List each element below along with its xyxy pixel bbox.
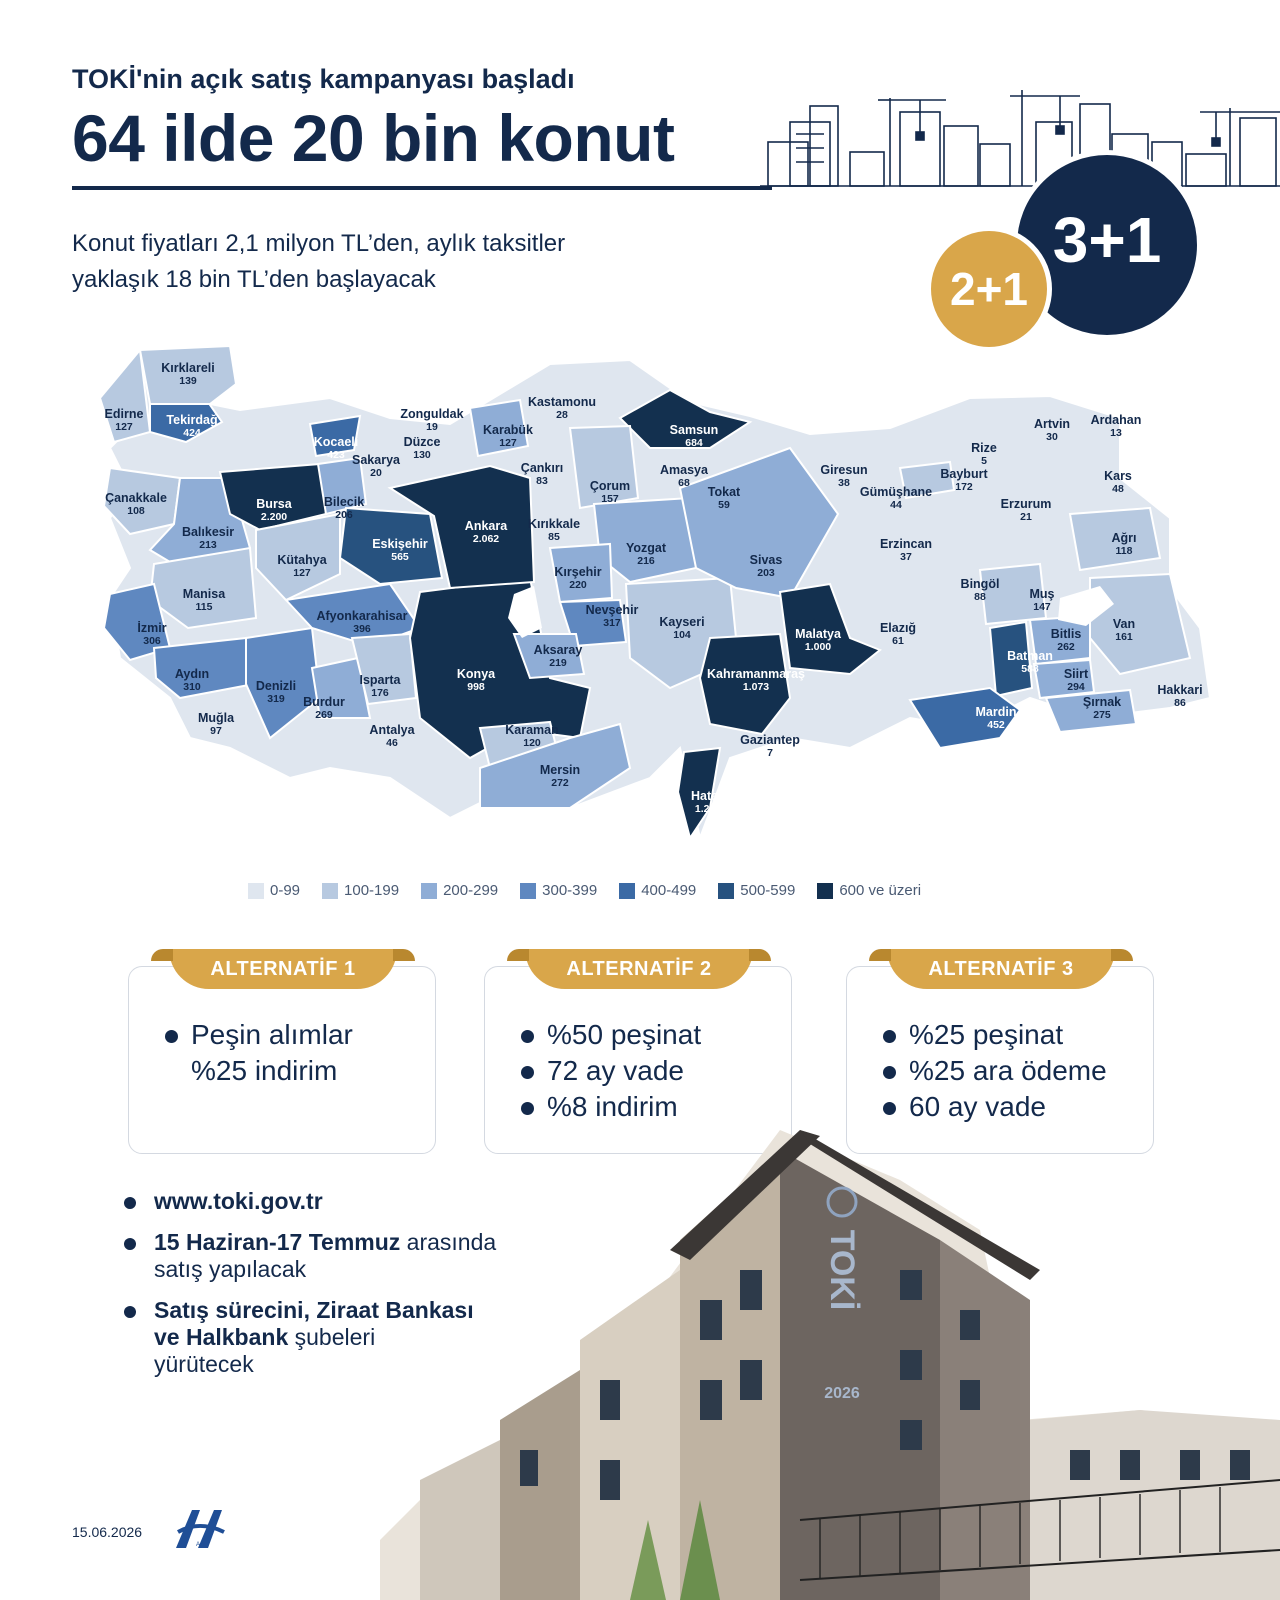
list-item: %25 indirim xyxy=(191,1055,338,1086)
province-value: 120 xyxy=(523,737,541,749)
legend-item xyxy=(421,882,498,899)
province-value: 216 xyxy=(637,555,655,567)
province-name: Van xyxy=(1112,617,1136,631)
list-item: 72 ay vade xyxy=(521,1053,701,1089)
province-name: Denizli xyxy=(255,679,297,693)
province-value: 104 xyxy=(673,629,691,641)
province-value: 85 xyxy=(548,531,560,543)
province-value: 998 xyxy=(467,681,485,693)
legend-label: 100-199 xyxy=(344,882,400,899)
province-name: Gaziantep xyxy=(740,733,800,747)
legend-label: 400-499 xyxy=(641,882,697,899)
map-legend xyxy=(248,882,921,899)
province-value: 139 xyxy=(179,375,197,387)
province-name: Mersin xyxy=(539,763,581,777)
province-value: 13 xyxy=(1110,427,1122,439)
title-rule xyxy=(72,186,772,190)
province-name: Mardin xyxy=(975,705,1017,719)
province-name: Manisa xyxy=(182,587,226,601)
province-name: Kırklareli xyxy=(161,361,215,375)
province-value: 275 xyxy=(1093,709,1111,721)
province-value: 213 xyxy=(199,539,217,551)
legend-swatch xyxy=(322,883,338,899)
province-name: Aksaray xyxy=(533,643,583,657)
province-value: 7 xyxy=(767,747,773,759)
province-name: Bursa xyxy=(256,497,292,511)
province-value: 127 xyxy=(115,421,133,433)
publish-date: 15.06.2026 xyxy=(72,1524,143,1540)
province-name: Aydın xyxy=(174,667,210,681)
province-name: Amasya xyxy=(660,463,708,477)
province-value: 130 xyxy=(413,449,431,461)
legend-swatch xyxy=(520,883,536,899)
province-name: Artvin xyxy=(1033,417,1071,431)
province-name: Karaman xyxy=(505,723,559,737)
province-value: 44 xyxy=(890,499,902,511)
province-name: Isparta xyxy=(359,673,401,687)
dates-bold: 15 Haziran-17 Temmuz xyxy=(154,1229,401,1255)
alternative-1-tab: ALTERNATİF 1 xyxy=(169,949,397,989)
legend-item xyxy=(718,882,795,899)
province-name: Bilecik xyxy=(323,495,365,509)
province-name: Edirne xyxy=(104,407,144,421)
province-value: 2.200 xyxy=(260,511,288,523)
province-name: Kars xyxy=(1104,469,1132,483)
province-name: Batman xyxy=(1007,649,1053,663)
legend-label: 300-399 xyxy=(542,882,598,899)
province-name: Sivas xyxy=(749,553,783,567)
province-name: Şırnak xyxy=(1082,695,1122,709)
province-value: 115 xyxy=(195,601,213,613)
province-value: 203 xyxy=(757,567,775,579)
province-value: 565 xyxy=(391,551,409,563)
province-value: 1.240 xyxy=(694,803,722,815)
province-name: Hakkari xyxy=(1157,683,1203,697)
province-name: Tekirdağ xyxy=(166,413,218,427)
alternative-3-list xyxy=(883,1017,1107,1125)
dates-text-2: satış yapılacak xyxy=(154,1256,307,1282)
province-name: Bingöl xyxy=(960,577,1000,591)
legend-item xyxy=(619,882,696,899)
banks-bold-2: ve Halkbank xyxy=(154,1324,289,1350)
legend-swatch xyxy=(718,883,734,899)
province-name: Çanakkale xyxy=(105,491,167,505)
province-name: Tokat xyxy=(707,485,741,499)
province-value: 86 xyxy=(1174,697,1186,709)
province-value: 68 xyxy=(678,477,690,489)
province-value: 88 xyxy=(974,591,986,603)
legend-label: 600 ve üzeri xyxy=(839,882,922,899)
province-value: 19 xyxy=(426,421,438,433)
province-name: Düzce xyxy=(403,435,441,449)
list-item: %50 peşinat xyxy=(521,1017,701,1053)
legend-item xyxy=(520,882,597,899)
province-name: Elazığ xyxy=(879,621,917,635)
province-value: 161 xyxy=(1115,631,1133,643)
province-value: 1.073 xyxy=(742,681,770,693)
legend-item xyxy=(817,882,921,899)
alternative-1-list xyxy=(165,1017,353,1089)
province-name: Kırşehir xyxy=(554,565,602,579)
province-value: 28 xyxy=(556,409,568,421)
province-value: 396 xyxy=(353,623,371,635)
banks-bold-1: Satış sürecini, Ziraat Bankası xyxy=(154,1297,474,1323)
province-name: Yozgat xyxy=(625,541,667,555)
building-sign-text: TOKİ xyxy=(823,1229,861,1311)
province-name: Muş xyxy=(1029,587,1055,601)
province-name: Ardahan xyxy=(1090,413,1142,427)
province-value: 108 xyxy=(127,505,145,517)
province-name: Bitlis xyxy=(1050,627,1082,641)
website-link[interactable]: www.toki.gov.tr xyxy=(154,1188,323,1214)
page-title: 64 ilde 20 bin konut xyxy=(72,101,675,175)
province-name: Rize xyxy=(971,441,997,455)
legend-label: 200-299 xyxy=(443,882,499,899)
list-item: 60 ay vade xyxy=(883,1089,1107,1125)
province-name: Çorum xyxy=(589,479,631,493)
province-name: İzmir xyxy=(137,621,167,635)
province-value: 20 xyxy=(370,467,382,479)
province-value: 684 xyxy=(685,437,703,449)
province-value: 317 xyxy=(603,617,621,629)
province-name: Bayburt xyxy=(940,467,988,481)
province-value: 46 xyxy=(386,737,398,749)
legend-label: 0-99 xyxy=(270,882,301,899)
province-value: 294 xyxy=(1067,681,1085,693)
province-name: Erzurum xyxy=(1000,497,1052,511)
province-value: 306 xyxy=(143,635,161,647)
province-value: 2.062 xyxy=(472,533,500,545)
province-name: Konya xyxy=(456,667,496,681)
province-value: 319 xyxy=(267,693,285,705)
province-value: 172 xyxy=(955,481,973,493)
province-value: 452 xyxy=(987,719,1005,731)
alternative-3-tab: ALTERNATİF 3 xyxy=(887,949,1115,989)
legend-swatch xyxy=(248,883,264,899)
aa-logo-icon xyxy=(174,1506,226,1550)
province-value: 30 xyxy=(1046,431,1058,443)
province-name: Gümüşhane xyxy=(859,485,933,499)
province-name: Zonguldak xyxy=(400,407,464,421)
list-item: %25 peşinat xyxy=(883,1017,1107,1053)
province-name: Erzincan xyxy=(879,537,933,551)
province-name: Hatay xyxy=(690,789,726,803)
alternative-2-list xyxy=(521,1017,701,1125)
province-name: Siirt xyxy=(1063,667,1089,681)
province-value: 48 xyxy=(1112,483,1124,495)
province-name: Balıkesir xyxy=(181,525,235,539)
construction-skyline-illustration xyxy=(760,82,1280,192)
province-value: 83 xyxy=(536,475,548,487)
aa-logo-text: AA xyxy=(195,1542,205,1548)
province-name: Malatya xyxy=(795,627,841,641)
province-value: 219 xyxy=(549,657,567,669)
province-name: Kastamonu xyxy=(527,395,597,409)
banks-text-1: şubeleri xyxy=(288,1324,376,1350)
province-name: Kırıkkale xyxy=(527,517,581,531)
alternative-2-tab: ALTERNATİF 2 xyxy=(525,949,753,989)
list-item: %25 ara ödeme xyxy=(883,1053,1107,1089)
province-value: 588 xyxy=(1021,663,1039,675)
turkey-province-map xyxy=(90,338,1250,858)
list-item: Peşin alımlar xyxy=(165,1017,353,1053)
province-value: 206 xyxy=(335,509,353,521)
province-value: 272 xyxy=(551,777,569,789)
intro-line-2: yaklaşık 18 bin TL’den başlayacak xyxy=(72,266,436,293)
toki-building-illustration xyxy=(380,1120,1280,1600)
province-name: Samsun xyxy=(669,423,719,437)
province-name: Burdur xyxy=(303,695,345,709)
kicker-title: TOKİ'nin açık satış kampanyası başladı xyxy=(72,64,575,94)
province-value: 37 xyxy=(900,551,912,563)
province-name: Kahramanmaraş xyxy=(707,667,805,681)
province-value: 21 xyxy=(1020,511,1032,523)
province-name: Kocaeli xyxy=(313,435,359,449)
province-name: Eskişehir xyxy=(372,537,428,551)
province-value: 38 xyxy=(838,477,850,489)
badge-3-plus-1: 3+1 xyxy=(1012,150,1202,340)
province-value: 61 xyxy=(892,635,904,647)
province-value: 118 xyxy=(1115,545,1133,557)
province-name: Çankırı xyxy=(520,461,564,475)
province-name: Afyonkarahisar xyxy=(316,609,408,623)
province-name: Kütahya xyxy=(277,553,327,567)
province-name: Ağrı xyxy=(1111,531,1137,545)
legend-item xyxy=(322,882,399,899)
province-name: Muğla xyxy=(197,711,235,725)
intro-text xyxy=(72,226,712,298)
province-value: 269 xyxy=(315,709,333,721)
province-name: Sakarya xyxy=(352,453,400,467)
legend-item xyxy=(248,882,300,899)
building-year-text: 2026 xyxy=(824,1385,860,1402)
province-value: 5 xyxy=(981,455,987,467)
intro-line-1: Konut fiyatları 2,1 milyon TL’den, aylık taksitler xyxy=(72,230,566,257)
legend-label: 500-599 xyxy=(740,882,796,899)
province-value: 423 xyxy=(327,449,345,461)
province-value: 310 xyxy=(183,681,201,693)
province-name: Nevşehir xyxy=(585,603,639,617)
province-name: Kayseri xyxy=(659,615,705,629)
province-name: Ankara xyxy=(464,519,508,533)
banks-text-2: yürütecek xyxy=(154,1351,254,1377)
province-value: 424 xyxy=(183,427,201,439)
badge-2-plus-1: 2+1 xyxy=(926,226,1052,352)
province-value: 147 xyxy=(1033,601,1051,613)
province-value: 97 xyxy=(210,725,222,737)
province-name: Giresun xyxy=(820,463,868,477)
province-value: 176 xyxy=(371,687,389,699)
dates-text-1: arasında xyxy=(400,1229,497,1255)
province-value: 220 xyxy=(569,579,587,591)
legend-swatch xyxy=(619,883,635,899)
list-item: %8 indirim xyxy=(521,1089,701,1125)
province-value: 157 xyxy=(601,493,619,505)
province-value: 127 xyxy=(499,437,517,449)
province-value: 262 xyxy=(1057,641,1075,653)
province-value: 59 xyxy=(718,499,730,511)
province-name: Antalya xyxy=(369,723,415,737)
province-value: 127 xyxy=(293,567,311,579)
legend-swatch xyxy=(817,883,833,899)
province-value: 1.000 xyxy=(804,641,832,653)
province-name: Karabük xyxy=(482,423,534,437)
legend-swatch xyxy=(421,883,437,899)
